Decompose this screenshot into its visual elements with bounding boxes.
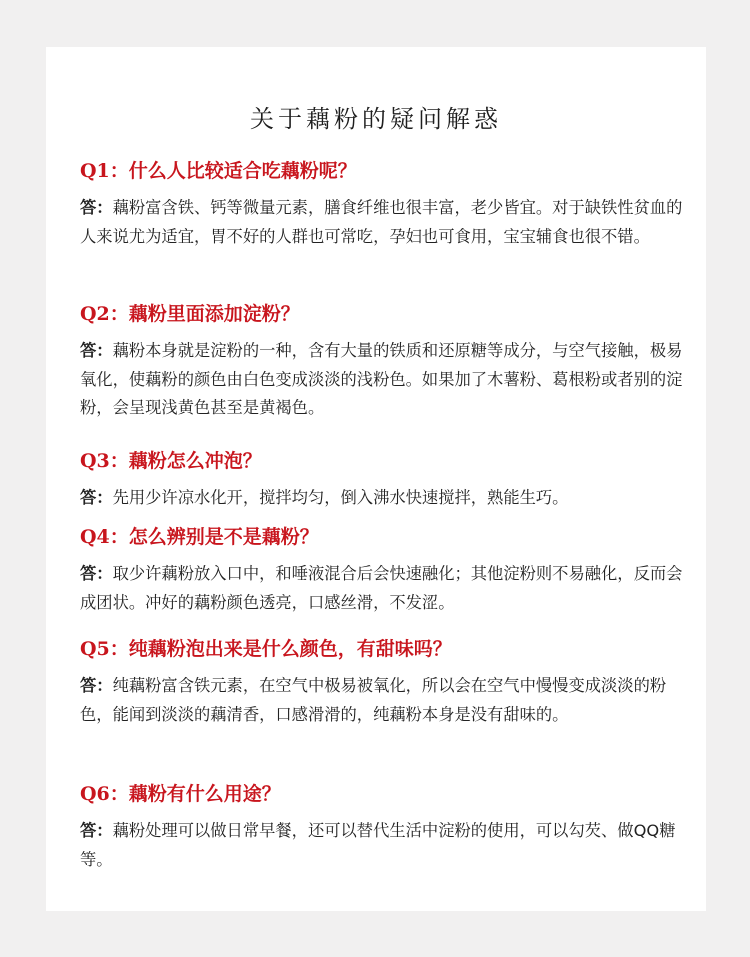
faq-question-4: Q4：怎么辨别是不是藕粉？	[80, 526, 319, 548]
faq-answer-text-5: 纯藕粉富含铁元素，在空气中极易被氧化，所以会在空气中慢慢变成淡淡的粉色，能闻到淡淡的藕清香，口感滑滑的，纯藕粉本身是没有甜味的。	[80, 676, 667, 724]
faq-answer-2	[80, 337, 686, 423]
faq-item-5	[80, 636, 686, 729]
faq-answer-3	[80, 484, 686, 513]
faq-item-4	[80, 524, 686, 617]
faq-answer-4	[80, 560, 686, 617]
faq-question-1: Q1：什么人比较适合吃藕粉呢？	[80, 160, 357, 182]
faq-card	[46, 47, 706, 911]
faq-question-5: Q5：纯藕粉泡出来是什么颜色，有甜味吗？	[80, 638, 452, 660]
faq-item-2	[80, 301, 686, 423]
answer-label: 答：	[80, 198, 113, 217]
faq-answer-1	[80, 194, 686, 251]
faq-answer-text-3: 先用少许凉水化开，搅拌均匀，倒入沸水快速搅拌，熟能生巧。	[112, 488, 569, 507]
answer-label: 答：	[80, 341, 113, 360]
faq-answer-text-6: 藕粉处理可以做日常早餐，还可以替代生活中淀粉的使用，可以勾芡、做QQ糖等。	[80, 821, 676, 869]
faq-question-3: Q3：藕粉怎么冲泡？	[80, 450, 262, 472]
faq-question-6: Q6：藕粉有什么用途？	[80, 783, 281, 805]
faq-question-2: Q2：藕粉里面添加淀粉？	[80, 303, 300, 325]
page-title: 关于藕粉的疑问解惑	[250, 105, 502, 133]
faq-item-6	[80, 781, 686, 874]
answer-label: 答：	[80, 564, 113, 583]
answer-label: 答：	[80, 821, 113, 840]
faq-answer-6	[80, 817, 686, 874]
faq-answer-5	[80, 672, 686, 729]
answer-label: 答：	[80, 676, 113, 695]
faq-item-1	[80, 158, 686, 251]
faq-item-3	[80, 448, 686, 513]
answer-label: 答：	[80, 488, 113, 507]
faq-answer-text-4: 取少许藕粉放入口中，和唾液混合后会快速融化；其他淀粉则不易融化，反而会成团状。冲好的藕粉颜色透亮，口感丝滑，不发涩。	[80, 564, 683, 612]
faq-answer-text-1: 藕粉富含铁、钙等微量元素，膳食纤维也很丰富，老少皆宜。对于缺铁性贫血的人来说尤为适宜，胃不好的人群也可常吃，孕妇也可食用，宝宝辅食也很不错。	[80, 198, 683, 246]
faq-answer-text-2: 藕粉本身就是淀粉的一种，含有大量的铁质和还原糖等成分，与空气接触，极易氧化，使藕粉的颜色由白色变成淡淡的浅粉色。如果加了木薯粉、葛根粉或者别的淀粉，会呈现浅黄色甚至是黄褐色。	[80, 341, 683, 417]
